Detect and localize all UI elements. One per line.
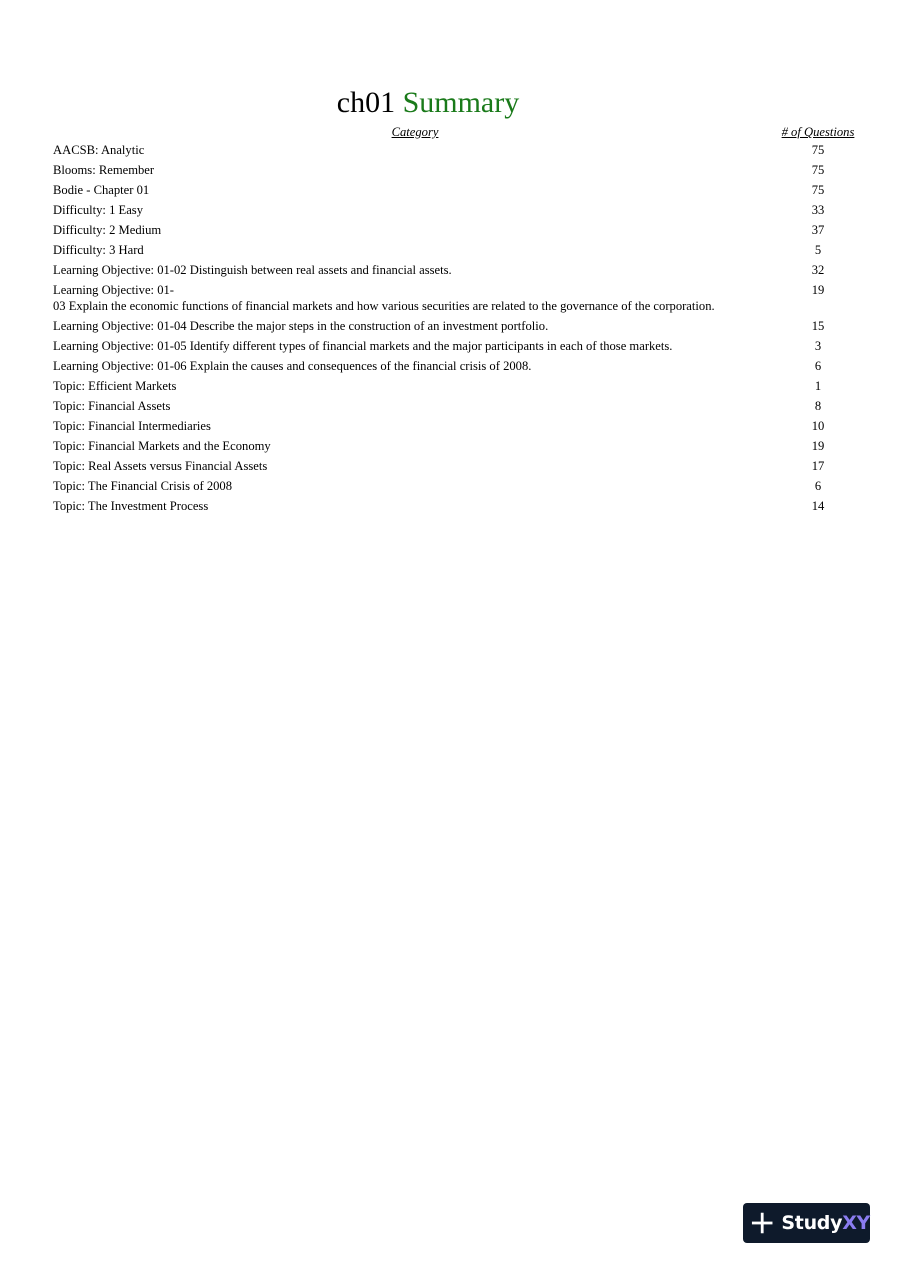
category-cell — [53, 496, 777, 516]
question-count-cell: 6 — [814, 479, 822, 493]
count-column-header: # of Questions — [781, 125, 855, 139]
category-text-line: AACSB: Analytic — [53, 143, 145, 157]
question-count-cell: 6 — [814, 359, 822, 373]
category-text-line: Bodie - Chapter 01 — [53, 183, 150, 197]
studyxy-logo — [743, 1203, 870, 1243]
table-header-row — [53, 122, 859, 140]
category-text-line: Topic: Real Assets versus Financial Assets — [53, 459, 268, 473]
table-row — [53, 396, 859, 416]
question-count-cell: 32 — [811, 263, 825, 277]
category-text-line: Topic: Financial Markets and the Economy — [53, 439, 271, 453]
category-cell — [53, 376, 777, 396]
table-row — [53, 316, 859, 336]
category-text-line: Difficulty: 3 Hard — [53, 243, 144, 257]
category-text-line: 03 Explain the economic functions of financial markets and how various securities are related to the governance of the corporation. — [53, 299, 715, 313]
table-row — [53, 476, 859, 496]
question-count-cell: 75 — [811, 163, 825, 177]
question-count-cell: 8 — [814, 399, 822, 413]
table-row — [53, 240, 859, 260]
summary-rows — [53, 140, 859, 516]
table-row — [53, 336, 859, 356]
table-row — [53, 280, 859, 316]
category-cell — [53, 336, 777, 356]
logo-wordmark — [781, 1212, 870, 1234]
category-text-line: Difficulty: 1 Easy — [53, 203, 144, 217]
category-cell — [53, 456, 777, 476]
logo-word-main: Study — [781, 1212, 843, 1234]
question-count-cell: 75 — [811, 183, 825, 197]
question-count-cell: 19 — [811, 439, 825, 453]
table-row — [53, 220, 859, 240]
table-row — [53, 376, 859, 396]
category-text-line: Topic: Financial Assets — [53, 399, 171, 413]
category-cell — [53, 356, 777, 376]
category-cell — [53, 140, 777, 160]
page-title-accent: Summary — [402, 86, 520, 119]
question-count-cell: 14 — [811, 499, 825, 513]
category-cell — [53, 476, 777, 496]
category-cell — [53, 200, 777, 220]
category-text-line: Blooms: Remember — [53, 163, 155, 177]
category-text-line: Learning Objective: 01-05 Identify different types of financial markets and the major participants in each of those markets. — [53, 339, 673, 353]
question-count-cell: 10 — [811, 419, 825, 433]
plus-icon — [751, 1211, 773, 1235]
table-row — [53, 140, 859, 160]
table-row — [53, 160, 859, 180]
page-title — [0, 84, 856, 122]
table-row — [53, 436, 859, 456]
question-count-cell: 5 — [814, 243, 822, 257]
category-cell — [53, 220, 777, 240]
table-row — [53, 260, 859, 280]
summary-table — [53, 122, 859, 516]
question-count-cell: 15 — [811, 319, 825, 333]
category-cell — [53, 316, 777, 336]
table-row — [53, 356, 859, 376]
category-cell — [53, 240, 777, 260]
category-cell — [53, 180, 777, 200]
category-text-line: Difficulty: 2 Medium — [53, 223, 162, 237]
category-text-line: Learning Objective: 01- — [53, 283, 174, 297]
question-count-cell: 1 — [814, 379, 822, 393]
table-row — [53, 496, 859, 516]
question-count-cell: 37 — [811, 223, 825, 237]
table-row — [53, 180, 859, 200]
question-count-cell: 19 — [811, 283, 825, 297]
category-cell — [53, 260, 777, 280]
category-cell — [53, 396, 777, 416]
category-text-line: Learning Objective: 01-02 Distinguish between real assets and financial assets. — [53, 263, 452, 277]
question-count-cell: 33 — [811, 203, 825, 217]
category-text-line: Topic: Efficient Markets — [53, 379, 177, 393]
table-row — [53, 416, 859, 436]
category-text-line: Topic: The Financial Crisis of 2008 — [53, 479, 233, 493]
category-cell — [53, 280, 777, 316]
table-row — [53, 456, 859, 476]
question-count-cell: 3 — [814, 339, 822, 353]
category-text-line: Learning Objective: 01-06 Explain the causes and consequences of the financial crisis of 2008. — [53, 359, 532, 373]
category-cell — [53, 436, 777, 456]
category-text-line: Learning Objective: 01-04 Describe the major steps in the construction of an investment portfolio. — [53, 319, 549, 333]
category-cell — [53, 416, 777, 436]
page-title-prefix: ch01 — [336, 86, 396, 119]
category-text-line: Topic: Financial Intermediaries — [53, 419, 211, 433]
table-row — [53, 200, 859, 220]
question-count-cell: 17 — [811, 459, 825, 473]
logo-word-accent: XY — [842, 1212, 870, 1234]
question-count-cell: 75 — [811, 143, 825, 157]
category-cell — [53, 160, 777, 180]
category-column-header: Category — [391, 125, 439, 139]
category-text-line: Topic: The Investment Process — [53, 499, 209, 513]
